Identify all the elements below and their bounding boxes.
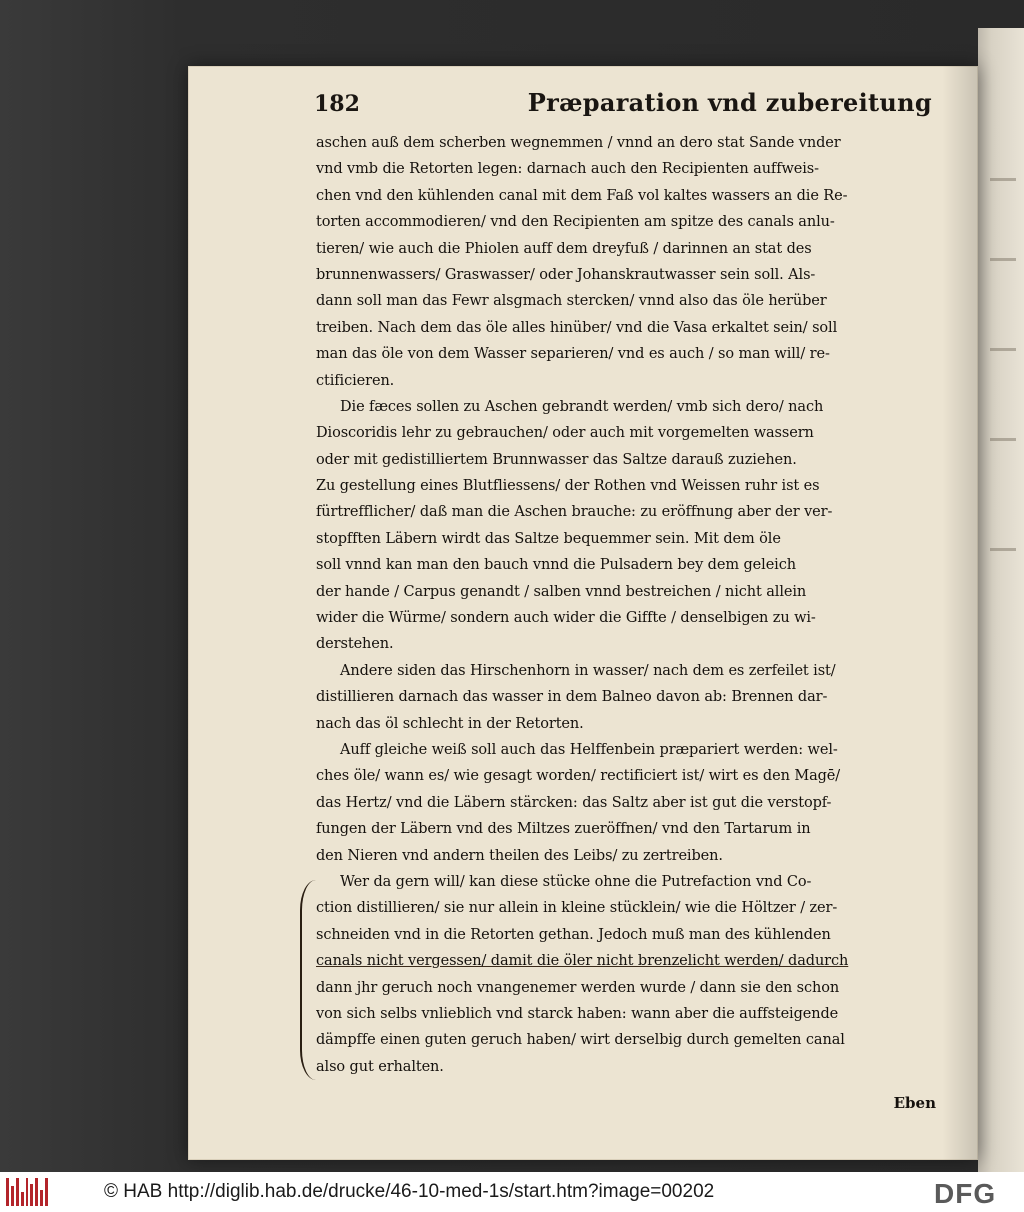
handwritten-margin-bracket [300,880,316,1080]
text-line: distillieren darnach das wasser in dem Balneo davon ab: Brennen dar- [316,689,828,706]
text-line: fungen der Läbern vnd des Miltzes zueröffnen/ vnd den Tartarum in [316,821,811,838]
text-line: Wer da gern will/ kan diese stücke ohne die Putrefaction vnd Co- [340,873,812,890]
text-line: Dioscoridis lehr zu gebrauchen/ oder auch mit vorgemelten wassern [316,425,814,442]
page-header [314,88,944,122]
page-body-text [316,130,940,1080]
text-line: von sich selbs vnlieblich vnd starck haben: wann aber die auffsteigende [316,1005,839,1022]
text-line: wider die Würme/ sondern auch wider die Giffte / denselbigen zu wi- [316,610,816,627]
text-line: ctificieren. [316,372,395,389]
text-line: ction distillieren/ sie nur allein in kleine stücklein/ wie die Höltzer / zer- [316,900,838,917]
next-page-edge [978,28,1024,1172]
text-line: Andere siden das Hirschenhorn in wasser/ nach dem es zerfeilet ist/ [340,662,836,679]
book-page [188,66,978,1160]
copyright-url[interactable]: © HAB http://diglib.hab.de/drucke/46-10-med-1s/start.htm?image=00202 [104,1181,715,1202]
text-line: oder mit gedistilliertem Brunnwasser das Saltze darauß zuziehen. [316,451,797,468]
text-line: Zu gestellung eines Blutfliessens/ der Rothen vnd Weissen ruhr ist es [316,478,820,495]
text-line: Die fæces sollen zu Aschen gebrandt werden/ vmb sich dero/ nach [340,398,824,415]
text-line: canals nicht vergessen/ damit die öler nicht brenzelicht werden/ dadurch [316,953,849,970]
running-head: Præparation vnd zubereitung [527,88,932,117]
text-line: der hande / Carpus genandt / salben vnnd bestreichen / nicht allein [316,583,807,600]
dfg-logo-icon [932,1177,1018,1207]
catchword: Eben [893,1094,936,1112]
text-line: Auff gleiche weiß soll auch das Helffenbein præpariert werden: wel- [340,741,838,758]
text-line: dämpffe einen guten geruch haben/ wirt derselbig durch gemelten canal [316,1032,845,1049]
text-line: schneiden vnd in die Retorten gethan. Jedoch muß man des kühlenden [316,926,831,943]
text-line: das Hertz/ vnd die Läbern stärcken: das Saltz aber ist gut die verstopf- [316,794,832,811]
text-line: torten accommodieren/ vnd den Recipienten am spitze des canals anlu- [316,214,835,231]
svg-text:DFG: DFG [934,1178,997,1207]
text-line: dann soll man das Fewr alsgmach stercken/ vnnd also das öle herüber [316,293,827,310]
text-line: den Nieren vnd andern theilen des Leibs/ zu zertreiben. [316,847,723,864]
text-line: nach das öl schlecht in der Retorten. [316,715,584,732]
text-line: stopfften Läbern wirdt das Saltze bequemmer sein. Mit dem öle [316,530,781,547]
text-line: soll vnnd kan man den bauch vnnd die Pulsadern bey dem geleich [316,557,796,574]
text-line: aschen auß dem scherben wegnemmen / vnnd an dero stat Sande vnder [316,135,841,151]
page-number: 182 [314,91,360,117]
footer-bar [0,1172,1024,1212]
text-line: brunnenwassers/ Graswasser/ oder Johanskrautwasser sein soll. Als- [316,266,816,283]
text-line: also gut erhalten. [316,1058,444,1075]
text-line: vnd vmb die Retorten legen: darnach auch den Recipienten auffweis- [316,161,819,178]
text-line: tieren/ wie auch die Phiolen auff dem dreyfuß / darinnen an stat des [316,240,812,257]
text-line: treiben. Nach dem das öle alles hinüber/ vnd die Vasa erkaltet sein/ soll [316,319,838,336]
text-line: chen vnd den kühlenden canal mit dem Faß vol kaltes wassers an die Re- [316,187,848,204]
text-line: ches öle/ wann es/ wie gesagt worden/ rectificiert ist/ wirt es den Magē/ [316,768,841,785]
text-line: dann jhr geruch noch vnangenemer werden wurde / dann sie den schon [316,979,840,996]
text-line: man das öle von dem Wasser separieren/ vnd es auch / so man will/ re- [316,346,830,363]
text-line: fürtrefflicher/ daß man die Aschen brauche: zu eröffnung aber der ver- [316,504,833,521]
hab-logo-icon [6,1178,48,1206]
text-line: derstehen. [316,636,394,653]
